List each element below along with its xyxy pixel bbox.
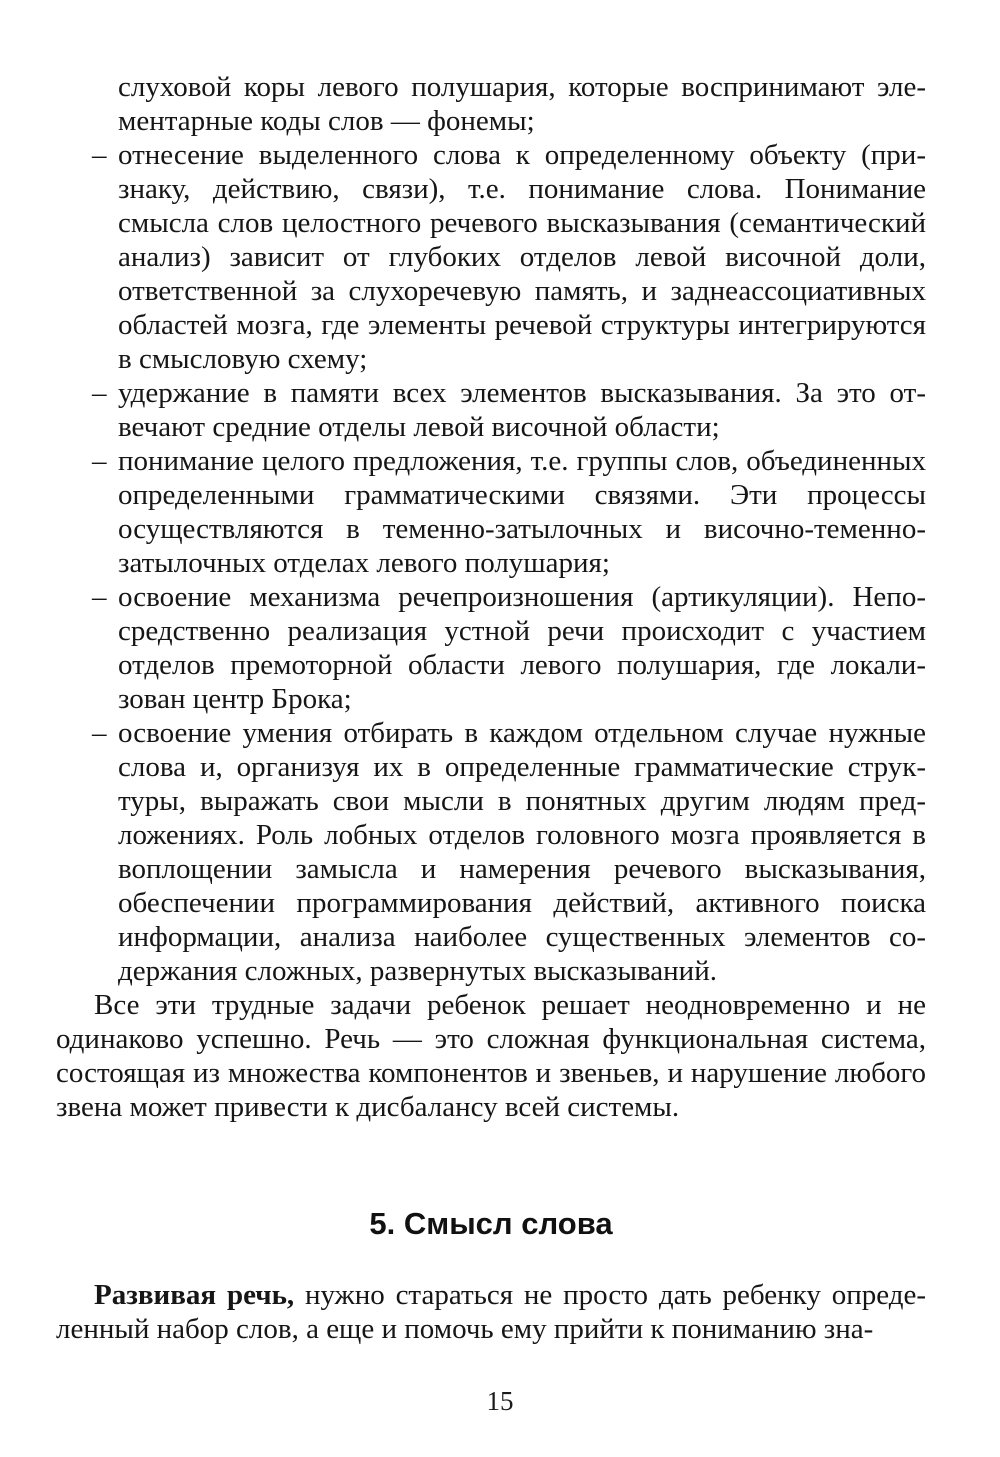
list-item	[56, 716, 926, 988]
list-item-text: отнесение выделенного слова к определенному объекту (признаку, действию, связи), т.е. понимание слова. Понимание смысла слов целостного речевого высказывания (семантический анализ) зависит от глубоких отделов левой височной доли, ответственной за слухоречевую память, и заднеассоциативных областей мозга, где элементы речевой структуры интегрируются в смысловую схему;	[118, 139, 926, 375]
dash-bullet: –	[92, 377, 107, 409]
list-item	[56, 138, 926, 376]
dash-bullet: –	[92, 445, 107, 477]
dash-bullet: –	[92, 717, 107, 749]
list-item	[56, 444, 926, 580]
paragraph-rest: нужно стараться не просто дать ребенку определенный набор слов, а еще и помочь ему прийти к пониманию зна-	[56, 1279, 927, 1345]
bullet-list	[56, 138, 926, 988]
page-content	[56, 70, 926, 1346]
list-item-text: освоение механизма речепроизношения (артикуляции). Непосредственно реализация устной речи происходит с участием отделов премоторной области левого полушария, где локализован центр Брока;	[118, 581, 926, 715]
summary-paragraph: Все эти трудные задачи ребенок решает неодновременно и не одинаково успешно. Речь — это сложная функциональная система, состоящая из множества компонентов и звеньев, и нарушение любого звена может привести к дисбалансу всей системы.	[56, 989, 926, 1123]
paragraph-lead-bold: Развивая речь,	[94, 1279, 295, 1311]
list-item	[56, 376, 926, 444]
list-item-text: понимание целого предложения, т.е. группы слов, объединенных определенными грамматическими связями. Эти процессы осуществляются в теменно-затылочных и височно-теменнозатылочных отделах левого полушария;	[118, 445, 926, 579]
list-item-text: удержание в памяти всех элементов высказывания. За это отвечают средние отделы левой височной области;	[118, 377, 926, 443]
section-paragraph	[56, 1278, 926, 1346]
list-item	[56, 580, 926, 716]
list-item-text: освоение умения отбирать в каждом отдельном случае нужные слова и, организуя их в определенные грамматические структуры, выражать свои мысли в понятных другим людям предложениях. Роль лобных отделов головного мозга проявляется в воплощении замысла и намерения речевого высказывания, обеспечении программирования действий, активного поиска информации, анализа наиболее существенных элементов содержания сложных, развернутых высказываний.	[118, 717, 926, 987]
dash-bullet: –	[92, 581, 107, 613]
page-number: 15	[486, 1386, 514, 1416]
section-heading: 5. Смысл слова	[369, 1206, 613, 1241]
dash-bullet: –	[92, 139, 107, 171]
continued-list-item-text: слуховой коры левого полушария, которые воспринимают элементарные коды слов — фонемы;	[118, 71, 926, 137]
